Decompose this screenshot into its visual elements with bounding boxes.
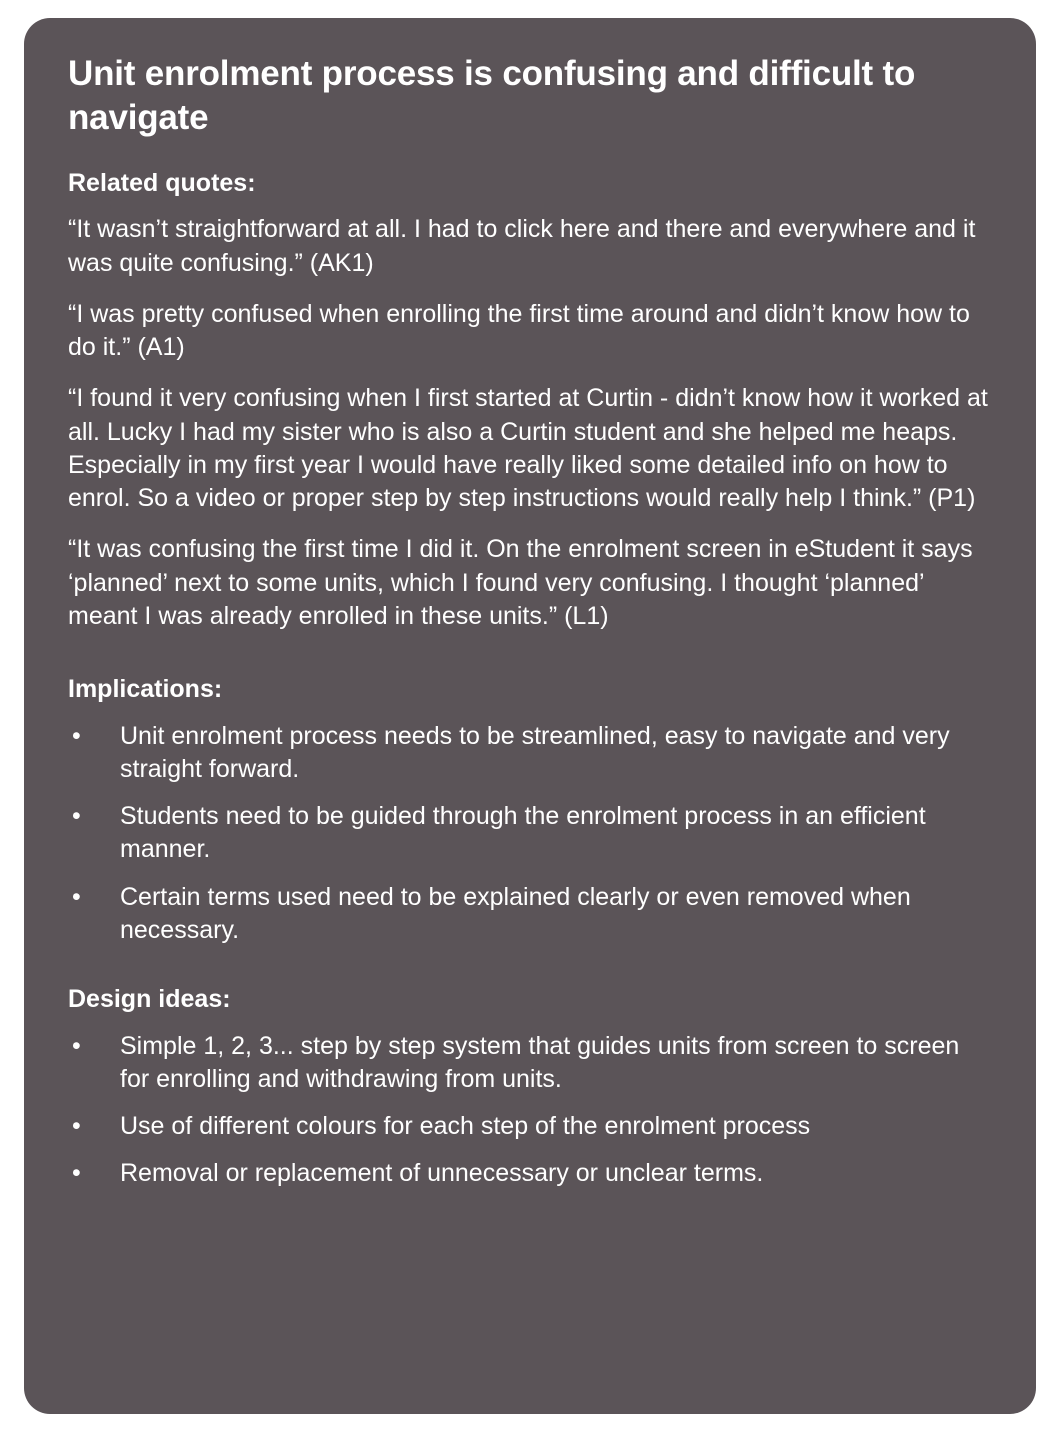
list-item-text: Simple 1, 2, 3... step by step system that guides units from screen to screen for enrolling and withdrawing from units.: [120, 1031, 960, 1093]
bullet-icon: •: [72, 1112, 81, 1141]
list-item-text: Certain terms used need to be explained clearly or even removed when necessary.: [120, 882, 911, 944]
quote-item: “It was confusing the first time I did it. On the enrolment screen in eStudent it says ‘planned’ next to some units, which I found very confusing. I thought ‘planned’ meant I was already enrolled in these units.” (L1): [68, 535, 973, 630]
quote-item: “I was pretty confused when enrolling the first time around and didn’t know how to do it.” (A1): [68, 299, 970, 362]
quote-item: “It wasn’t straightforward at all. I had to click here and there and everywhere and it was quite confusing.” (AK1): [68, 215, 976, 277]
list-item-text: Unit enrolment process needs to be streamlined, easy to navigate and very straight forward.: [120, 721, 950, 783]
list-item: [68, 720, 992, 787]
bullet-icon: •: [72, 882, 81, 911]
list-item: [68, 1030, 992, 1097]
bullet-icon: •: [72, 1159, 81, 1188]
implications-list: [68, 720, 992, 948]
design-ideas-list: [68, 1030, 992, 1191]
list-item: [68, 1157, 992, 1190]
design-ideas-section: [68, 983, 992, 1191]
page-title: Unit enrolment process is confusing and difficult to navigate: [68, 54, 916, 138]
list-item-text: Students need to be guided through the enrolment process in an efficient manner.: [120, 802, 926, 864]
insight-card: [24, 18, 1036, 1414]
design-ideas-label: Design ideas:: [68, 985, 231, 1014]
quote-item: “I found it very confusing when I first started at Curtin - didn’t know how it worked at all. Lucky I had my sister who is also a Curtin student and she helped me heaps. Especially in my first year I would have really liked some detailed info on how to enrol. So a video or proper step by step instructions would really help I think.” (P1): [68, 384, 988, 513]
implications-section: [68, 673, 992, 947]
list-item: [68, 800, 992, 867]
bullet-icon: •: [72, 802, 81, 831]
bullet-icon: •: [72, 1031, 81, 1060]
list-item: [68, 1110, 992, 1143]
list-item-text: Use of different colours for each step of the enrolment process: [120, 1112, 811, 1141]
list-item: [68, 881, 992, 948]
related-quotes-label: Related quotes:: [68, 168, 256, 197]
implications-label: Implications:: [68, 675, 223, 704]
bullet-icon: •: [72, 721, 81, 750]
list-item-text: Removal or replacement of unnecessary or unclear terms.: [120, 1159, 764, 1188]
related-quotes-section: [68, 167, 992, 633]
